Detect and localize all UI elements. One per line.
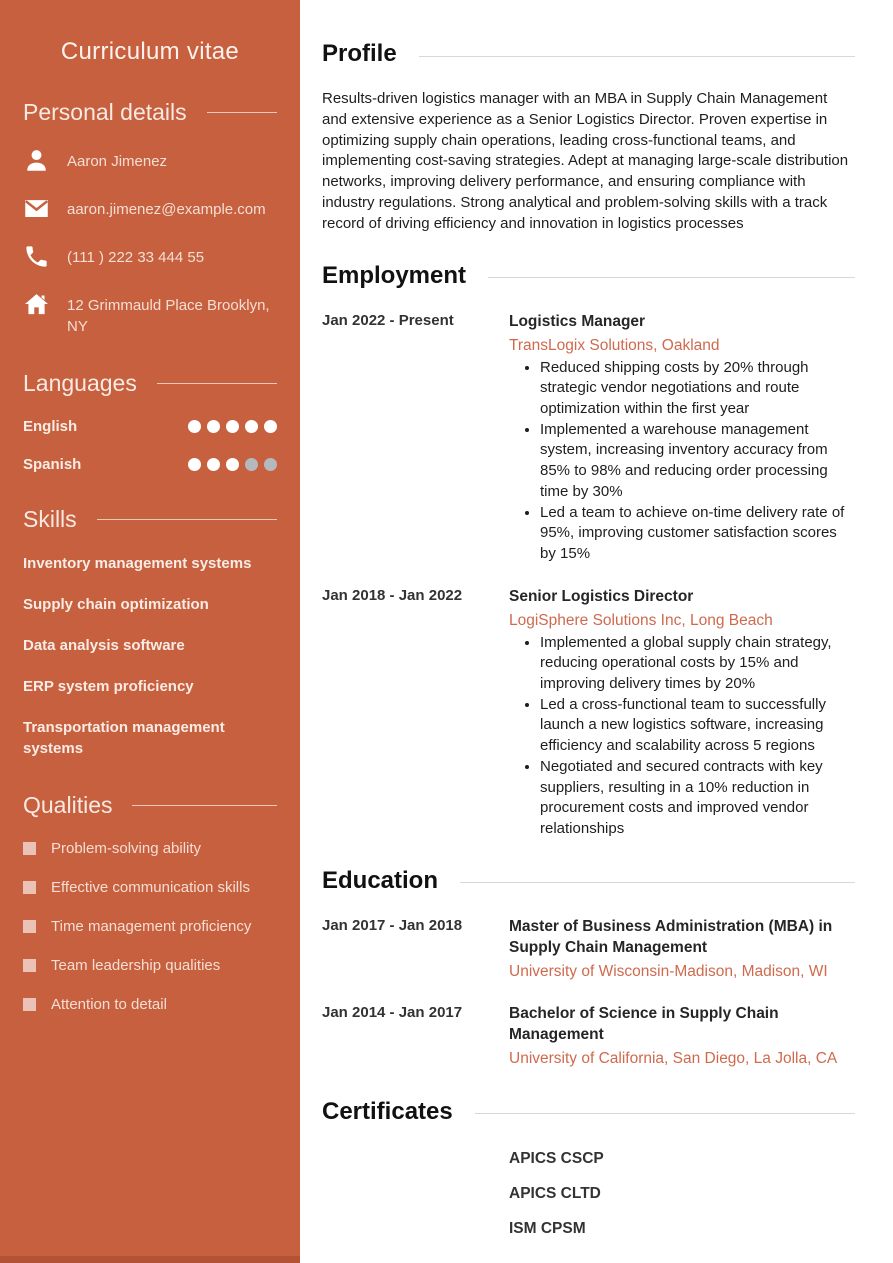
phone-icon — [23, 243, 50, 270]
job-bullet: • Negotiated and secured contracts with key suppliers, resulting in a 10% reduction in procurement costs and improved vendor relationships — [540, 757, 855, 840]
skills-heading-label: Skills — [23, 506, 77, 532]
quality-item — [23, 918, 277, 936]
certificates-section — [322, 1098, 855, 1238]
skill-item: ERP system proficiency — [23, 678, 194, 695]
entry-body — [509, 311, 855, 565]
language-name: Spanish — [23, 456, 82, 473]
qualities-heading — [23, 792, 277, 819]
square-bullet-icon — [23, 998, 36, 1011]
square-bullet-icon — [23, 959, 36, 972]
heading-rule — [207, 112, 277, 113]
contact-phone: (111 ) 222 33 444 55 — [67, 249, 205, 266]
dot-filled-icon — [188, 420, 201, 433]
skill-item: Inventory management systems — [23, 555, 252, 572]
employment-heading-label: Employment — [322, 261, 467, 289]
contact-name-row — [23, 149, 277, 174]
skills-heading — [23, 506, 277, 533]
degree-title: Master of Business Administration (MBA) in Supply Chain Management — [509, 917, 833, 956]
heading-rule — [132, 805, 277, 806]
square-bullet-icon — [23, 881, 36, 894]
person-icon — [23, 147, 50, 174]
personal-details-heading — [23, 99, 277, 126]
quality-label: Problem-solving ability — [51, 840, 202, 857]
school-name: University of California, San Diego, La Jolla, CA — [509, 1049, 838, 1067]
contact-name: Aaron Jimenez — [67, 153, 168, 170]
employment-entry — [322, 586, 855, 840]
quality-label: Attention to detail — [51, 996, 167, 1013]
language-level-dots — [188, 458, 277, 471]
personal-details-heading-label: Personal details — [23, 99, 187, 125]
language-row-english — [23, 418, 277, 435]
dot-filled-icon — [226, 458, 239, 471]
quality-label: Team leadership qualities — [51, 957, 221, 974]
education-section — [322, 867, 855, 1069]
dot-empty-icon — [264, 458, 277, 471]
dot-filled-icon — [226, 420, 239, 433]
job-title: Senior Logistics Director — [509, 587, 694, 605]
language-level-dots — [188, 420, 277, 433]
dot-filled-icon — [207, 420, 220, 433]
entry-body — [509, 1003, 855, 1069]
certificates-heading — [322, 1098, 855, 1126]
contact-address: 12 Grimmauld Place Brooklyn, NY — [67, 297, 270, 335]
quality-item — [23, 957, 277, 975]
dot-filled-icon — [245, 420, 258, 433]
entry-body — [509, 586, 855, 840]
contact-phone-row — [23, 245, 277, 270]
education-heading-label: Education — [322, 866, 439, 894]
language-name: English — [23, 418, 78, 435]
heading-rule — [157, 383, 277, 384]
languages-heading-label: Languages — [23, 370, 137, 396]
home-icon — [23, 291, 50, 318]
dot-filled-icon — [188, 458, 201, 471]
heading-rule — [488, 277, 855, 278]
job-bullet-list — [509, 358, 855, 565]
dot-empty-icon — [245, 458, 258, 471]
job-title: Logistics Manager — [509, 312, 646, 330]
skill-item: Data analysis software — [23, 637, 185, 654]
skill-item: Supply chain optimization — [23, 596, 209, 613]
profile-heading-label: Profile — [322, 40, 397, 67]
skill-item: Transportation management systems — [23, 719, 225, 757]
job-bullet: • Implemented a global supply chain strategy, reducing operational costs by 15% and improving delivery times by 20% — [540, 633, 855, 695]
job-bullet: • Led a team to achieve on-time delivery rate of 95%, improving customer satisfaction scores by 15% — [540, 503, 855, 565]
quality-item — [23, 879, 277, 897]
quality-item — [23, 996, 277, 1014]
degree-title: Bachelor of Science in Supply Chain Management — [509, 1004, 779, 1043]
quality-label: Time management proficiency — [51, 918, 252, 935]
heading-rule — [419, 56, 855, 57]
profile-section — [322, 40, 855, 235]
qualities-heading-label: Qualities — [23, 792, 113, 818]
school-name: University of Wisconsin-Madison, Madison, WI — [509, 962, 828, 980]
quality-item — [23, 840, 277, 858]
company-name: TransLogix Solutions, Oakland — [509, 336, 720, 354]
job-bullet: • Led a cross-functional team to successfully launch a new logistics software, increasing efficiency and scalability across 5 regions — [540, 695, 855, 757]
quality-label: Effective communication skills — [51, 879, 250, 896]
main-content — [322, 0, 855, 1238]
education-heading — [322, 867, 855, 895]
dot-filled-icon — [207, 458, 220, 471]
languages-heading — [23, 370, 277, 397]
dot-filled-icon — [264, 420, 277, 433]
profile-heading — [322, 40, 855, 68]
contact-address-row — [23, 293, 277, 337]
employment-heading — [322, 262, 855, 290]
education-entry — [322, 1003, 855, 1069]
job-bullet-list — [509, 633, 855, 840]
square-bullet-icon — [23, 842, 36, 855]
sidebar — [0, 0, 300, 1263]
job-bullet: • Implemented a warehouse management system, increasing inventory accuracy from 85% to 98% and reducing order processing time by 30% — [540, 420, 855, 503]
email-icon — [23, 195, 50, 222]
certificate-item: ISM CPSM — [509, 1219, 586, 1237]
certificates-heading-label: Certificates — [322, 1097, 453, 1125]
contact-email: aaron.jimenez@example.com — [67, 201, 266, 218]
education-entry — [322, 916, 855, 982]
employment-section — [322, 262, 855, 840]
square-bullet-icon — [23, 920, 36, 933]
cv-title: Curriculum vitae — [60, 38, 240, 65]
job-bullet: • Reduced shipping costs by 20% through strategic vendor negotiations and route optimization within the first year — [540, 358, 855, 420]
entry-dates: Jan 2014 - Jan 2017 — [322, 1003, 463, 1021]
entry-body — [509, 916, 855, 982]
entry-dates: Jan 2018 - Jan 2022 — [322, 586, 463, 604]
certificate-item: APICS CLTD — [509, 1184, 601, 1202]
profile-text: Results-driven logistics manager with an MBA in Supply Chain Management and extensive experience as a Senior Logistics Director. Proven expertise in optimizing supply chain operations, leading cross-functional teams, and implementing cost-saving strategies. Adept at managing large-scale distribution networks, improving delivery performance, and ensuring compliance with industry regulations. Strong analytical and problem-solving skills with a track record of driving efficiency and innovation in logistics processes — [322, 90, 849, 232]
entry-dates: Jan 2022 - Present — [322, 311, 454, 329]
language-row-spanish — [23, 456, 277, 473]
certificate-item: APICS CSCP — [509, 1149, 604, 1167]
company-name: LogiSphere Solutions Inc, Long Beach — [509, 611, 773, 629]
contact-email-row — [23, 197, 277, 222]
heading-rule — [475, 1113, 855, 1114]
employment-entry — [322, 311, 855, 565]
heading-rule — [460, 882, 855, 883]
heading-rule — [97, 519, 277, 520]
entry-dates: Jan 2017 - Jan 2018 — [322, 916, 463, 934]
